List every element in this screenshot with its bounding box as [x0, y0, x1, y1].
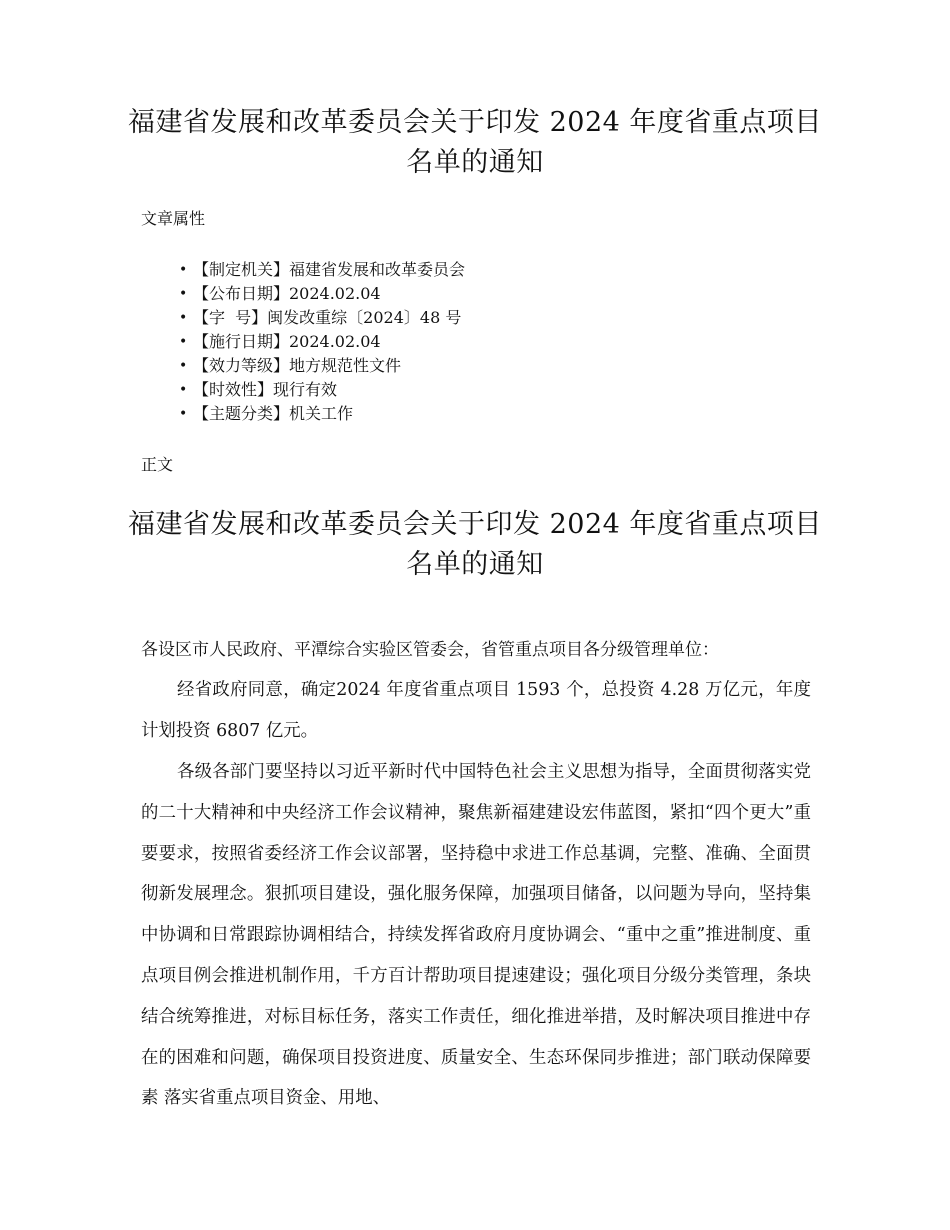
attributes-list: [181, 258, 465, 426]
attribute-item: [181, 306, 465, 330]
attribute-text: 【公布日期】2024.02.04: [193, 284, 381, 303]
body-title: 福建省发展和改革委员会关于印发 2024 年度省重点项目名单的通知: [128, 509, 822, 580]
bullet-icon: •: [179, 310, 188, 326]
bullet-icon: •: [179, 286, 188, 302]
document-title: 福建省发展和改革委员会关于印发 2024 年度省重点项目名单的通知: [128, 107, 822, 178]
body-paragraph: 各级各部门要坚持以习近平新时代中国特色社会主义思想为指导，全面贯彻落实党的二十大精神和中央经济工作会议精神，聚焦新福建建设宏伟蓝图，紧扣“四个更大”重要要求，按照省委经济工作会议部署，坚持稳中求进工作总基调，完整、准确、全面贯彻新发展理念。狠抓项目建设，强化服务保障，加强项目储备，以问题为导向，坚持集中协调和日常跟踪协调相结合，持续发挥省政府月度协调会、“重中之重”推进制度、重点项目例会推进机制作用，千方百计帮助项目提速建设；强化项目分级分类管理，条块结合统筹推进，对标目标任务，落实工作责任，细化推进举措，及时解决项目推进中存在的困难和问题，确保项目投资进度、质量安全、生态环保同步推进；部门联动保障要素 落实省重点项目资金、用地、: [141, 762, 811, 1109]
bullet-icon: •: [179, 358, 188, 374]
attribute-text: 【效力等级】地方规范性文件: [193, 356, 402, 375]
attribute-text: 【字 号】闽发改重综〔2024〕48 号: [193, 308, 462, 327]
body-label: 正文: [141, 455, 174, 474]
attribute-text: 【制定机关】福建省发展和改革委员会: [193, 260, 466, 279]
body-paragraph: 经省政府同意，确定2024 年度省重点项目 1593 个，总投资 4.28 万亿元，年度计划投资 6807 亿元。: [141, 680, 811, 741]
attribute-item: [181, 282, 465, 306]
attribute-item: [181, 354, 465, 378]
bullet-icon: •: [179, 406, 188, 422]
attribute-item: [181, 258, 465, 282]
bullet-icon: •: [179, 382, 188, 398]
attribute-item: [181, 378, 465, 402]
attribute-item: [181, 402, 465, 426]
attributes-label: 文章属性: [141, 209, 206, 228]
bullet-icon: •: [179, 262, 188, 278]
attribute-text: 【施行日期】2024.02.04: [193, 332, 381, 351]
attribute-text: 【时效性】现行有效: [193, 380, 338, 399]
attribute-item: [181, 330, 465, 354]
addressee: 各设区市人民政府、平潭综合实验区管委会，省管重点项目各分级管理单位：: [141, 640, 719, 660]
attribute-text: 【主题分类】机关工作: [193, 404, 354, 423]
bullet-icon: •: [179, 334, 188, 350]
